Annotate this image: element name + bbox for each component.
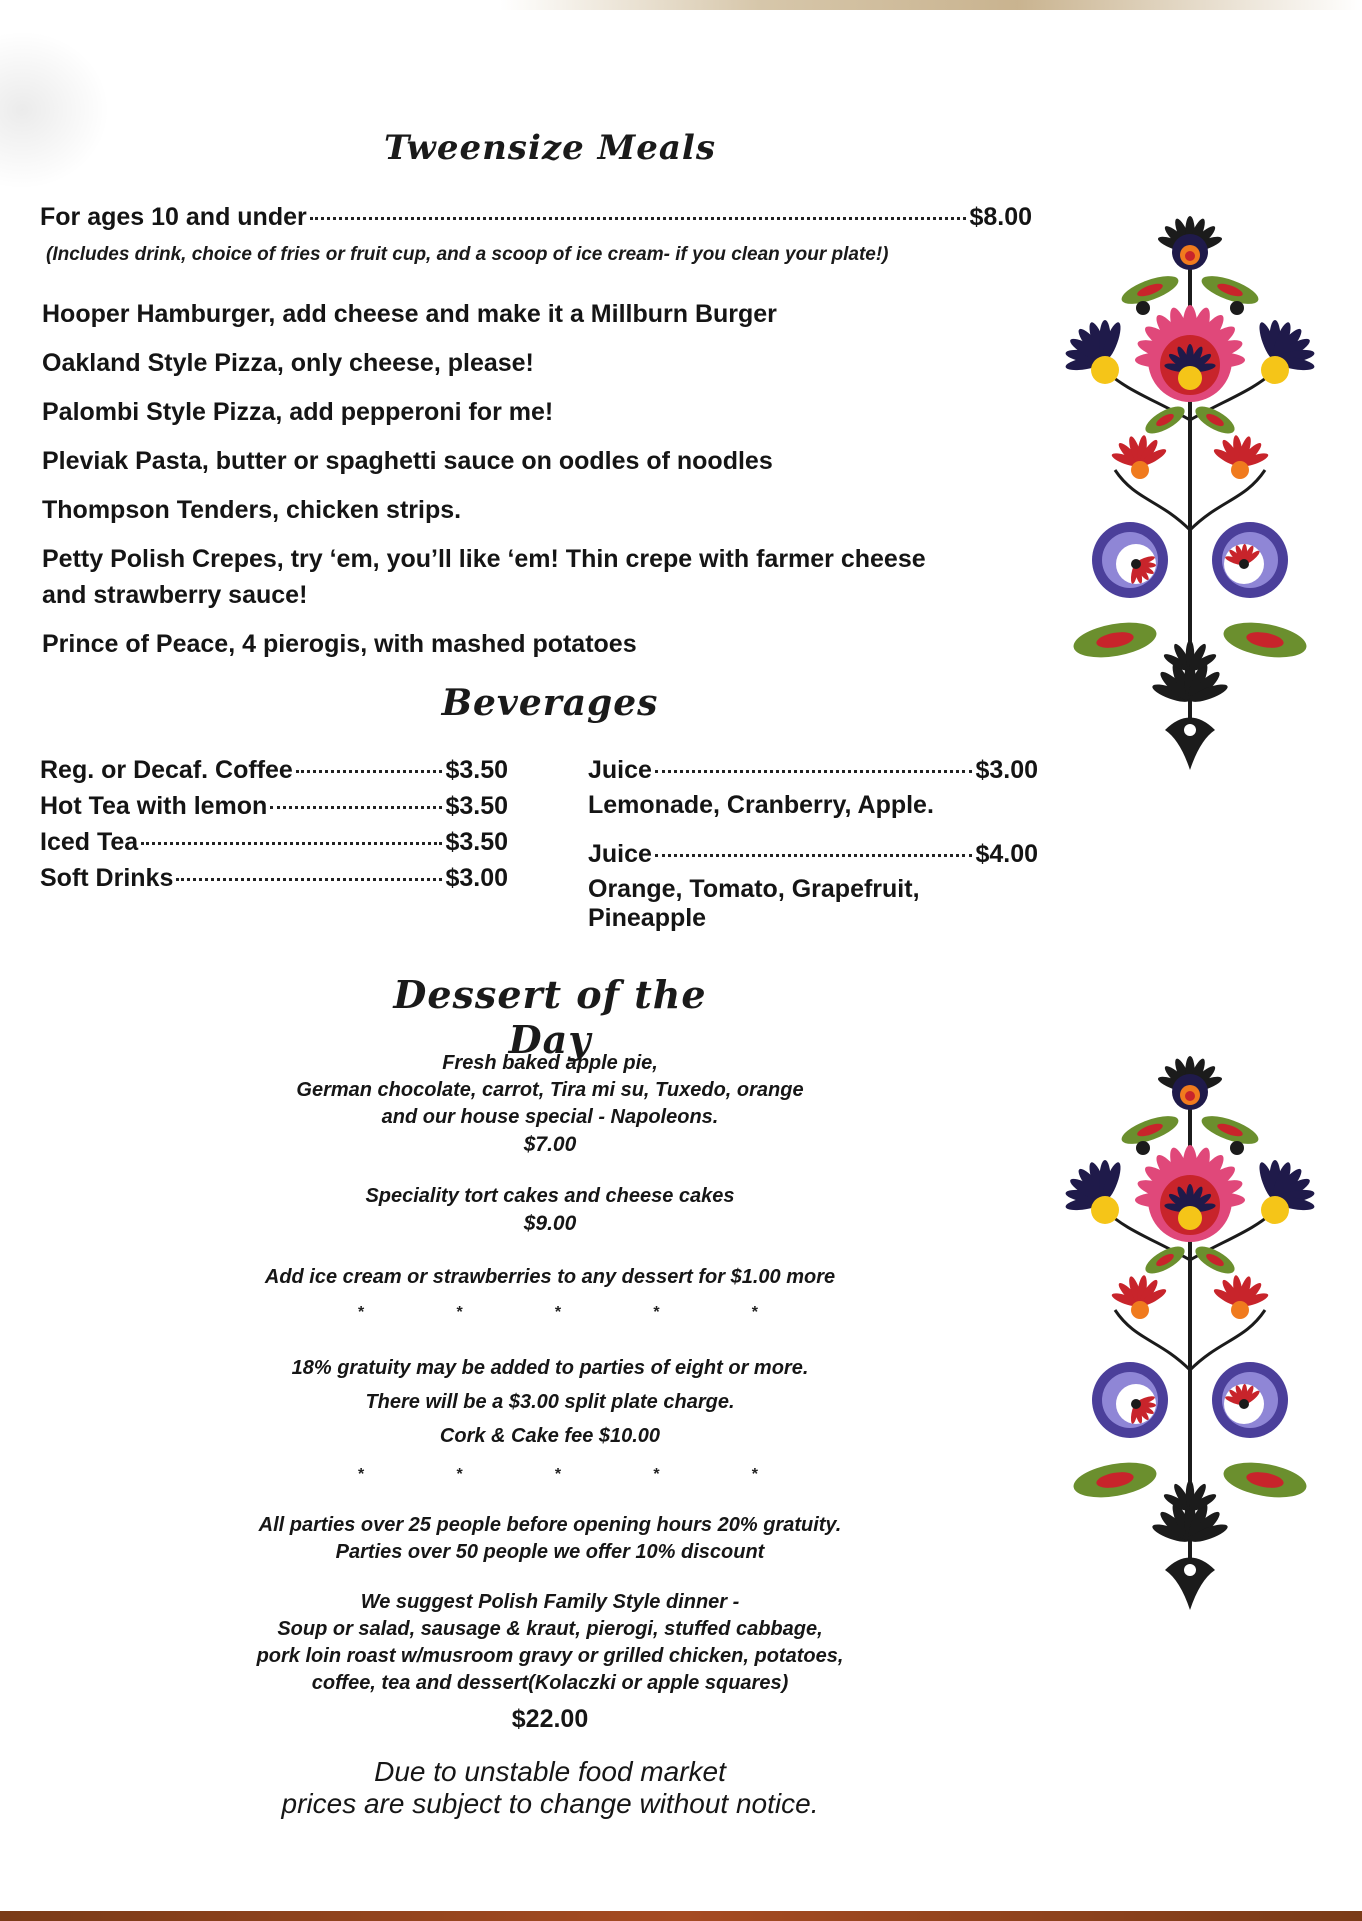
meal-item bbox=[42, 541, 942, 626]
meal-item: Pleviak Pasta, butter or spaghetti sauce on oodles of noodles bbox=[42, 447, 773, 475]
dot-leader bbox=[655, 770, 973, 773]
dessert-line: Fresh baked apple pie, bbox=[442, 1052, 658, 1074]
family-price: $22.00 bbox=[511, 1705, 589, 1733]
disclaimer-line: Due to unstable food market bbox=[374, 1756, 726, 1787]
kids-note: (Includes drink, choice of fries or fruit cup, and a scoop of ice cream- if you clean your plate!) bbox=[46, 244, 889, 265]
meal-item: Prince of Peace, 4 pierogis, with mashed potatoes bbox=[42, 630, 637, 658]
beverage-name: Reg. or Decaf. Coffee bbox=[40, 756, 293, 784]
dessert-line: and our house special - Napoleons. bbox=[381, 1106, 719, 1128]
folk-flower-icon bbox=[1065, 216, 1315, 770]
party-policy bbox=[150, 1512, 950, 1566]
meal-item: Thompson Tenders, chicken strips. bbox=[42, 496, 462, 524]
beverage-price: $3.50 bbox=[445, 792, 508, 820]
beverage-row bbox=[40, 864, 508, 900]
star-separator bbox=[358, 1304, 758, 1322]
beverage-list-left bbox=[40, 756, 508, 900]
folk-flower-icon bbox=[1065, 1056, 1315, 1610]
meal-item-line: and strawberry sauce! bbox=[42, 581, 308, 609]
policy-line: Parties over 50 people we offer 10% discount bbox=[335, 1541, 765, 1563]
beverage-row bbox=[40, 828, 508, 864]
meal-item-line: Petty Polish Crepes, try ‘em, you’ll like ‘em! Thin crepe with farmer cheese bbox=[42, 545, 926, 573]
dessert-addon bbox=[150, 1264, 950, 1291]
dot-leader bbox=[141, 842, 442, 845]
dot-leader bbox=[655, 854, 973, 857]
policy-line: 18% gratuity may be added to parties of eight or more. bbox=[291, 1357, 809, 1379]
dot-leader bbox=[176, 878, 442, 881]
star: * bbox=[653, 1466, 660, 1483]
dessert-pie-block bbox=[150, 1050, 950, 1158]
meal-item: Hooper Hamburger, add cheese and make it a Millburn Burger bbox=[42, 300, 777, 328]
folk-flower-ornament-bottom bbox=[1065, 1040, 1315, 1640]
star: * bbox=[751, 1466, 758, 1483]
star: * bbox=[554, 1466, 562, 1483]
meal-item: Oakland Style Pizza, only cheese, please! bbox=[42, 349, 534, 377]
paper-shadow bbox=[0, 30, 110, 190]
policy-line: There will be a $3.00 split plate charge. bbox=[365, 1391, 735, 1413]
price-disclaimer bbox=[150, 1756, 950, 1820]
star: * bbox=[554, 1304, 562, 1321]
beverage-name: Soft Drinks bbox=[40, 864, 174, 892]
dessert-price: $7.00 bbox=[523, 1133, 577, 1156]
kids-price: $8.00 bbox=[969, 203, 1032, 231]
beverage-row bbox=[588, 756, 1038, 785]
beverage-name: Juice bbox=[588, 840, 652, 868]
kids-label: For ages 10 and under bbox=[40, 203, 307, 231]
heading-beverages: Beverages bbox=[441, 682, 659, 724]
beverage-name: Iced Tea bbox=[40, 828, 139, 856]
dessert-price: $9.00 bbox=[523, 1212, 577, 1235]
family-style-dinner bbox=[150, 1589, 950, 1734]
dessert-line: German chocolate, carrot, Tira mi su, Tuxedo, orange bbox=[296, 1079, 804, 1101]
beverage-row bbox=[40, 792, 508, 828]
policy-line: All parties over 25 people before opening hours 20% gratuity. bbox=[258, 1514, 842, 1536]
dot-leader bbox=[270, 806, 442, 809]
beverage-row bbox=[40, 756, 508, 792]
policy-line: Cork & Cake fee $10.00 bbox=[439, 1425, 661, 1447]
beverage-price: $4.00 bbox=[975, 840, 1038, 868]
beverage-price: $3.00 bbox=[975, 756, 1038, 784]
family-line: pork loin roast w/musroom gravy or grilled chicken, potatoes, bbox=[256, 1645, 844, 1667]
star-separator bbox=[358, 1466, 758, 1484]
star: * bbox=[751, 1304, 758, 1321]
juice-options: Orange, Tomato, Grapefruit, Pineapple bbox=[588, 875, 920, 932]
star: * bbox=[456, 1466, 463, 1483]
dot-leader bbox=[296, 770, 443, 773]
juice-block bbox=[588, 756, 1038, 820]
beverage-price: $3.00 bbox=[445, 864, 508, 892]
dessert-line: Add ice cream or strawberries to any dessert for $1.00 more bbox=[264, 1266, 836, 1288]
juice-block bbox=[588, 840, 1038, 933]
family-line: We suggest Polish Family Style dinner - bbox=[360, 1591, 740, 1613]
juice-options: Lemonade, Cranberry, Apple. bbox=[588, 791, 934, 819]
dessert-line: Speciality tort cakes and cheese cakes bbox=[365, 1185, 735, 1207]
family-line: Soup or salad, sausage & kraut, pierogi, stuffed cabbage, bbox=[277, 1618, 823, 1640]
folk-flower-ornament-top bbox=[1065, 200, 1315, 800]
heading-dessert-of-the-day: Dessert of the Day bbox=[393, 972, 707, 1062]
page-bottom-edge bbox=[0, 1911, 1362, 1921]
meal-list bbox=[42, 296, 942, 675]
meal-item: Palombi Style Pizza, add pepperoni for me! bbox=[42, 398, 554, 426]
dot-leader bbox=[310, 217, 967, 220]
page-top-edge bbox=[500, 0, 1362, 10]
heading-tweensize-meals: Tweensize Meals bbox=[383, 128, 716, 168]
beverage-price: $3.50 bbox=[445, 828, 508, 856]
dessert-tort-block bbox=[150, 1183, 950, 1237]
family-line: coffee, tea and dessert(Kolaczki or apple squares) bbox=[311, 1672, 789, 1694]
beverage-name: Hot Tea with lemon bbox=[40, 792, 268, 820]
star: * bbox=[653, 1304, 660, 1321]
star: * bbox=[456, 1304, 463, 1321]
beverage-name: Juice bbox=[588, 756, 652, 784]
star: * bbox=[358, 1304, 365, 1321]
policy-notes bbox=[150, 1351, 950, 1453]
star: * bbox=[358, 1466, 365, 1483]
kids-price-row bbox=[40, 203, 1032, 232]
beverage-price: $3.50 bbox=[445, 756, 508, 784]
beverage-row bbox=[588, 840, 1038, 869]
disclaimer-line: prices are subject to change without notice. bbox=[281, 1788, 819, 1819]
